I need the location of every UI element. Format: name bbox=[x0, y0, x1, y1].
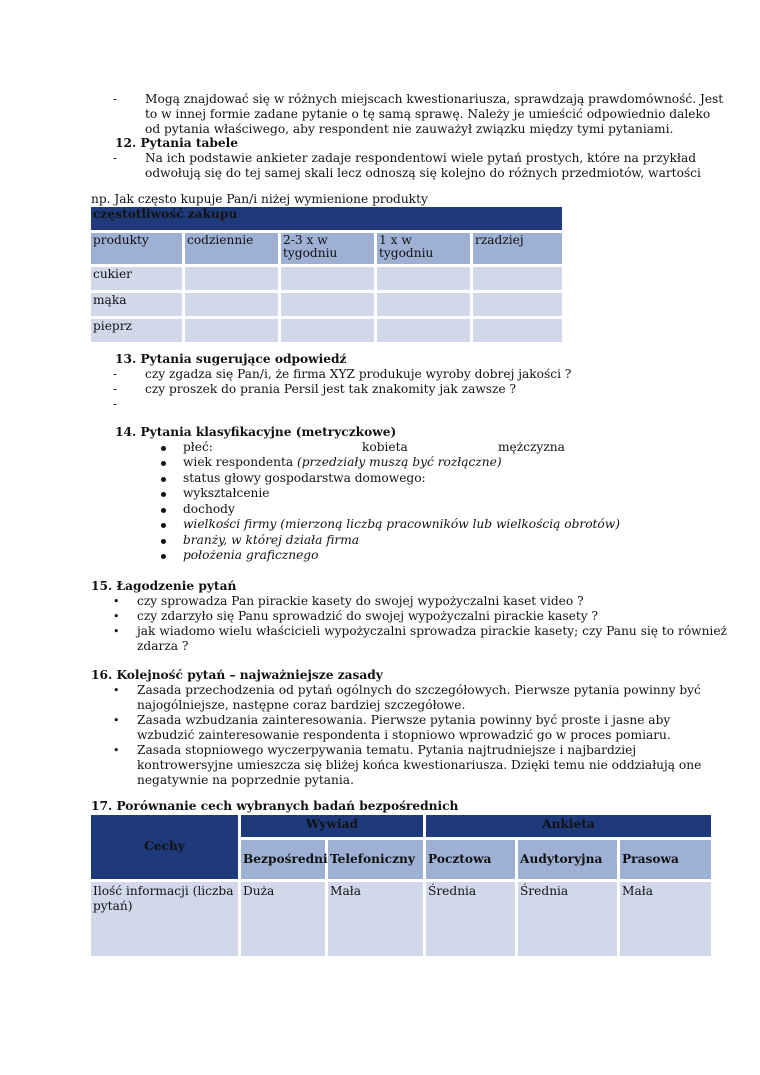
list-item: dochody bbox=[183, 502, 235, 516]
bullet-icon bbox=[161, 477, 166, 482]
bullet-icon bbox=[161, 523, 166, 528]
row-label-line: Ilość informacji (liczba bbox=[93, 884, 234, 898]
paragraph-line: Zasada przechodzenia od pytań ogólnych do szczegółowych. Pierwsze pytania powinny być bbox=[137, 683, 701, 697]
list-item: czy zdarzyło się Panu sprowadzić do swojej wypożyczalni pirackie kasety ? bbox=[137, 609, 599, 623]
list-item: status głowy gospodarstwa domowego: bbox=[183, 471, 426, 485]
table-cell bbox=[281, 293, 377, 316]
column-header: 1 x w tygodniu bbox=[377, 233, 473, 264]
bullet-icon bbox=[161, 446, 166, 451]
table-row bbox=[91, 293, 562, 319]
section-14-heading: 14. Pytania klasyfikacyjne (metryczkowe) bbox=[115, 425, 397, 439]
bullet-icon bbox=[161, 461, 166, 466]
dash-marker: - bbox=[113, 382, 118, 396]
paragraph-line: Zasada stopniowego wyczerpywania tematu. Pytania najtrudniejsze i najbardziej bbox=[137, 743, 637, 757]
row-label: mąka bbox=[91, 293, 185, 316]
list-item: wielkości firmy (mierzoną liczbą pracowników lub wielkością obrotów) bbox=[183, 517, 620, 531]
bullet-icon: • bbox=[113, 684, 120, 697]
table-row bbox=[91, 319, 562, 345]
subheader: Telefoniczny bbox=[328, 840, 423, 879]
row-label: pieprz bbox=[91, 319, 185, 342]
table-row bbox=[91, 267, 562, 293]
dash-marker: - bbox=[113, 367, 118, 381]
bullet-icon: • bbox=[113, 595, 120, 608]
table-cell bbox=[377, 319, 473, 342]
list-item: jak wiadomo wielu właścicieli wypożyczalni sprowadza pirackie kasety; czy Panu się to również bbox=[137, 624, 727, 638]
row-label bbox=[91, 882, 238, 956]
table-title: częstotliwość zakupu bbox=[91, 207, 562, 233]
purchase-frequency-table bbox=[91, 207, 562, 345]
table-cell bbox=[473, 293, 562, 316]
bullet-icon: • bbox=[113, 714, 120, 727]
gender-option-female: kobieta bbox=[362, 440, 408, 454]
table-cell bbox=[473, 267, 562, 290]
paragraph-line: negatywnie na poprzednie pytania. bbox=[137, 773, 354, 787]
column-header: codziennie bbox=[185, 233, 281, 264]
gender-label: płeć: bbox=[183, 440, 213, 454]
row-label: cukier bbox=[91, 267, 185, 290]
paragraph-line: Zasada wzbudzania zainteresowania. Pierwsze pytania powinny być proste i jasne aby bbox=[137, 713, 671, 727]
age-note: (przedziały muszą być rozłączne) bbox=[296, 455, 502, 469]
header-wywiad: Wywiad bbox=[241, 815, 423, 837]
list-item: branży, w której działa firma bbox=[183, 533, 360, 547]
list-item: czy proszek do prania Persil jest tak znakomity jak zawsze ? bbox=[145, 382, 517, 396]
header-cechy: Cechy bbox=[91, 815, 238, 879]
dash-marker: - bbox=[113, 151, 118, 165]
table-cell: Mała bbox=[328, 882, 423, 956]
age-label: wiek respondenta bbox=[183, 455, 297, 469]
section-15-heading: 15. Łagodzenie pytań bbox=[91, 579, 237, 593]
paragraph-line: wzbudzić zainteresowanie respondenta i stopniowo wprowadzić go w proces pomiaru. bbox=[137, 728, 671, 742]
example-text: np. Jak często kupuje Pan/i niżej wymienione produkty bbox=[91, 192, 428, 206]
table-cell bbox=[377, 267, 473, 290]
bullet-icon: • bbox=[113, 610, 120, 623]
column-header: 2-3 x w tygodniu bbox=[281, 233, 377, 264]
paragraph-line: Mogą znajdować się w różnych miejscach kwestionariusza, sprawdzają prawdomówność. Jest bbox=[145, 92, 724, 106]
table-header-row bbox=[91, 233, 562, 267]
section-12-heading: 12. Pytania tabele bbox=[115, 136, 239, 150]
list-item: czy sprowadza Pan pirackie kasety do swojej wypożyczalni kaset video ? bbox=[137, 594, 584, 608]
dash-marker: - bbox=[113, 397, 118, 411]
bullet-icon bbox=[161, 508, 166, 513]
table-cell: Średnia bbox=[518, 882, 617, 956]
table-cell: Mała bbox=[620, 882, 711, 956]
bullet-icon bbox=[161, 492, 166, 497]
list-item: wykształcenie bbox=[183, 486, 270, 500]
list-item: czy zgadza się Pan/i, że firma XYZ produkuje wyroby dobrej jakości ? bbox=[145, 367, 572, 381]
paragraph-line: Na ich podstawie ankieter zadaje respondentowi wiele pytań prostych, które na przykład bbox=[145, 151, 697, 165]
bullet-icon bbox=[161, 539, 166, 544]
gender-option-male: mężczyzna bbox=[498, 440, 565, 454]
paragraph-line: to w innej formie zadane pytanie o tę samą sprawę. Należy je umieścić odpowiednio daleko bbox=[145, 107, 711, 121]
table-cell bbox=[473, 319, 562, 342]
list-item: położenia graficznego bbox=[183, 548, 319, 562]
comparison-table bbox=[91, 815, 711, 956]
bullet-icon: • bbox=[113, 625, 120, 638]
column-header: rzadziej bbox=[473, 233, 562, 264]
subheader: Pocztowa bbox=[426, 840, 515, 879]
subheader: Audytoryjna bbox=[518, 840, 617, 879]
list-item-continuation: zdarza ? bbox=[137, 639, 189, 653]
bullet-icon: • bbox=[113, 744, 120, 757]
table-cell bbox=[185, 267, 281, 290]
section-13-heading: 13. Pytania sugerujące odpowiedź bbox=[115, 352, 347, 366]
table-cell: Średnia bbox=[426, 882, 515, 956]
paragraph-line: kontrowersyjne umieszcza się bliżej końca kwestionariusza. Dzięki temu nie oddziałują one bbox=[137, 758, 702, 772]
table-cell bbox=[185, 293, 281, 316]
column-header: produkty bbox=[91, 233, 185, 264]
header-ankieta: Ankieta bbox=[426, 815, 711, 837]
table-cell bbox=[185, 319, 281, 342]
table-cell bbox=[281, 267, 377, 290]
table-cell bbox=[281, 319, 377, 342]
row-label-line: pytań) bbox=[93, 899, 133, 913]
paragraph-line: od pytania właściwego, aby respondent nie zauważył związku między tymi pytaniami. bbox=[145, 122, 674, 136]
table-cell bbox=[377, 293, 473, 316]
list-item bbox=[183, 455, 502, 470]
paragraph-line: odwołują się do tej samej skali lecz odnoszą się kolejno do różnych przedmiotów, wartości bbox=[145, 166, 701, 180]
bullet-icon bbox=[161, 554, 166, 559]
subheader: Prasowa bbox=[620, 840, 711, 879]
subheader: Bezpośredni bbox=[241, 840, 325, 879]
dash-marker: - bbox=[113, 92, 118, 106]
section-16-heading: 16. Kolejność pytań – najważniejsze zasady bbox=[91, 668, 383, 682]
table-cell: Duża bbox=[241, 882, 325, 956]
paragraph-line: najogólniejsze, następne coraz bardziej szczegółowe. bbox=[137, 698, 466, 712]
section-17-heading: 17. Porównanie cech wybranych badań bezpośrednich bbox=[91, 799, 459, 813]
